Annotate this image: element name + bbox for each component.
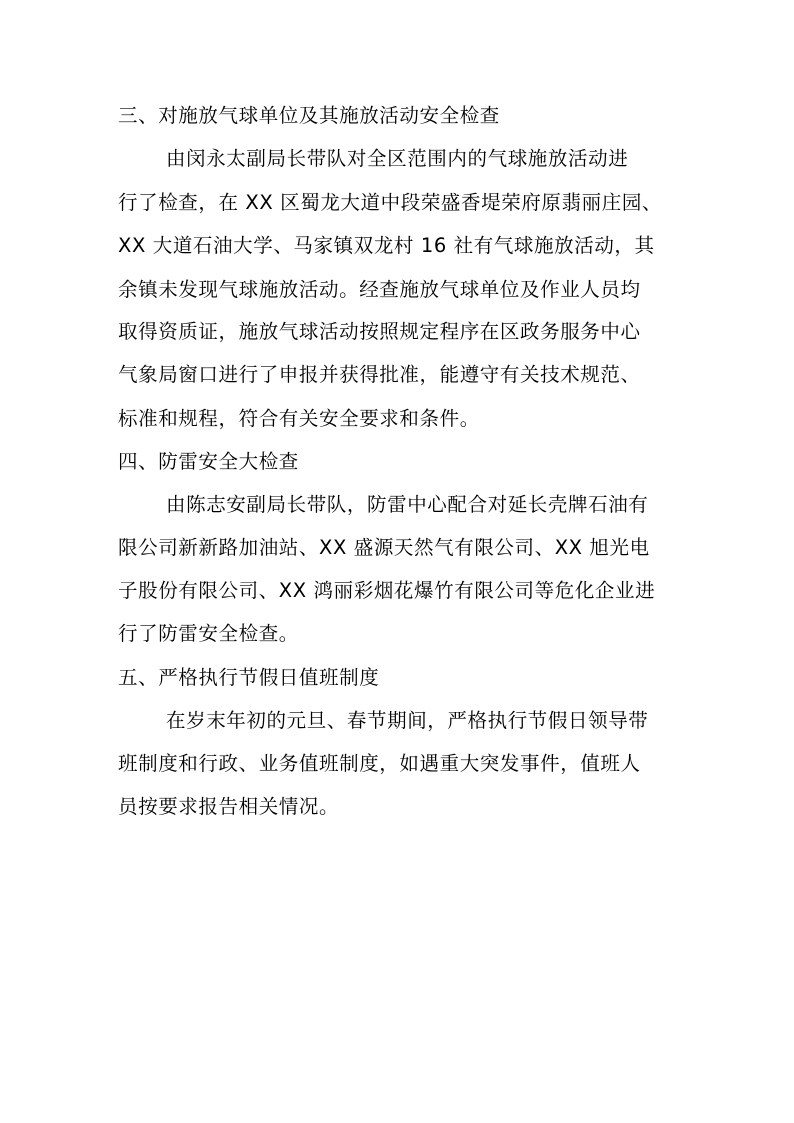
section-heading-holiday-duty: 五、严格执行节假日值班制度 <box>118 666 380 689</box>
paragraph-line: 由闵永太副局长带队对全区范围内的气球施放活动进 <box>166 147 629 170</box>
paragraph-line: 员按要求报告相关情况。 <box>118 795 340 818</box>
paragraph-line: 行了防雷安全检查。 <box>118 622 299 645</box>
paragraph-line: 余镇未发现气球施放活动。经查施放气球单位及作业人员均 <box>118 278 641 301</box>
paragraph-line: 行了检查，在 XX 区蜀龙大道中段荣盛香堤荣府原翡丽庄园、 <box>118 191 663 214</box>
paragraph-line: 标准和规程，符合有关安全要求和条件。 <box>118 407 480 430</box>
paragraph-line: 在岁末年初的元旦、春节期间，严格执行节假日领导带 <box>166 709 649 732</box>
paragraph-line: 班制度和行政、业务值班制度，如遇重大突发事件，值班人 <box>118 752 641 775</box>
paragraph-line: 限公司新新路加油站、XX 盛源天然气有限公司、XX 旭光电 <box>118 536 650 559</box>
paragraph-line: XX 大道石油大学、马家镇双龙村 16 社有气球施放活动，其 <box>118 234 655 257</box>
paragraph-line: 由陈志安副局长带队，防雷中心配合对延长壳牌石油有 <box>166 493 649 516</box>
section-heading-lightning-inspection: 四、防雷安全大检查 <box>118 450 299 473</box>
paragraph-line: 气象局窗口进行了申报并获得批准，能遵守有关技术规范、 <box>118 363 641 386</box>
paragraph-line: 取得资质证，施放气球活动按照规定程序在区政务服务中心 <box>118 320 641 343</box>
paragraph-line: 子股份有限公司、XX 鸿丽彩烟花爆竹有限公司等危化企业进 <box>118 579 656 602</box>
section-heading-balloon-inspection: 三、对施放气球单位及其施放活动安全检查 <box>118 104 500 127</box>
